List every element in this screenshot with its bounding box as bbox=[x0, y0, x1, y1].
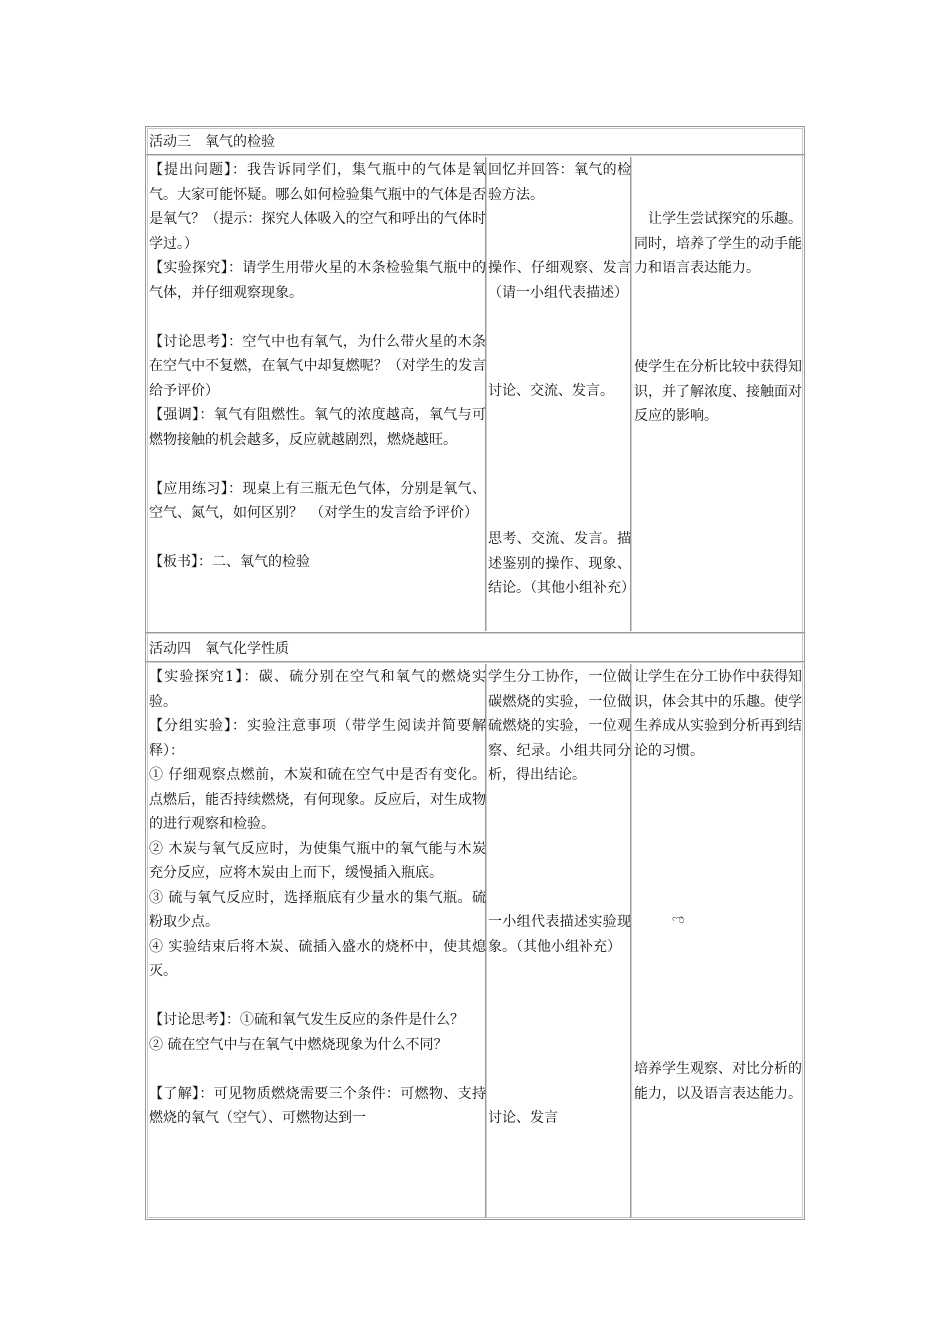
activity4-student-column bbox=[488, 665, 631, 1218]
activity4-discussion-2: ② 硫在空气中与在氧气中燃烧现象为什么不同？ bbox=[149, 1036, 448, 1053]
stray-mark: ಌ bbox=[672, 912, 685, 927]
activity3-question: 【提出问题】：我告诉同学们，集气瓶中的气体是氧气。大家可能怀疑。哪么如何检验集气瓶中的气体是否是氧气？（提示：探究人体吸入的空气和呼出的气体时学过。） bbox=[149, 162, 486, 252]
activity4-note-4: ④ 实验结束后将木炭、硫插入盛水的烧杯中，使其熄灭。 bbox=[149, 938, 486, 979]
activity3-intent-column bbox=[634, 158, 802, 632]
activity3-student-recall: 回忆并回答：氧气的检验方法。 bbox=[488, 162, 631, 203]
activity4-note-2: ② 木炭与氧气反应时，为使集气瓶中的氧气能与木炭充分反应，应将木炭由上而下，缓慢插入瓶底。 bbox=[149, 840, 486, 881]
row-divider-activity4 bbox=[146, 632, 804, 634]
activity3-practice: 【应用练习】：现桌上有三瓶无色气体，分别是氧气、空气、氮气，如何区别？ （对学生的发言给予评价） bbox=[149, 480, 486, 521]
activity3-student-discuss: 讨论、交流、发言。 bbox=[488, 383, 614, 399]
activity3-student-operate: 操作、仔细观察、发言（请一小组代表描述） bbox=[488, 260, 631, 301]
activity4-student-cooperate: 学生分工协作，一位做碳燃烧的实验，一位做硫燃烧的实验，一位观察、纪录。小组共同分析，得出结论。 bbox=[488, 669, 631, 783]
activity4-teacher-column bbox=[149, 665, 486, 1131]
activity4-note-3: ③ 硫与氧气反应时，选择瓶底有少量水的集气瓶。硫粉取少点。 bbox=[149, 889, 486, 930]
row-divider-activity4-body bbox=[146, 661, 804, 663]
activity3-student-column bbox=[488, 158, 635, 632]
activity3-discussion: 【讨论思考】：空气中也有氧气，为什么带火星的木条在空气中不复燃，在氧气中却复燃呢？（对学生的发言给予评价） bbox=[149, 333, 486, 399]
activity3-board: 【板书】：二、氧气的检验 bbox=[149, 554, 310, 570]
activity4-intent-2: 培养学生观察、对比分析的能力，以及语言表达能力。 bbox=[634, 1061, 802, 1102]
activity4-discussion: 【讨论思考】：①硫和氧气发生反应的条件是什么？ bbox=[149, 1012, 464, 1028]
activity3-intent-1: 让学生尝试探究的乐趣。同时，培养了学生的动手能力和语言表达能力。 bbox=[634, 211, 802, 276]
activity4-student-describe: 一小组代表描述实验现象。（其他小组补充） bbox=[488, 914, 631, 955]
activity4-student-discuss: 讨论、发言 bbox=[488, 1110, 558, 1126]
activity4-understand: 【了解】：可见物质燃烧需要三个条件：可燃物、支持燃烧的氧气（空气）、可燃物达到一 bbox=[149, 1085, 486, 1126]
row-divider-top bbox=[146, 154, 804, 156]
activity3-experiment: 【实验探究】：请学生用带火星的木条检验集气瓶中的气体，并仔细观察现象。 bbox=[149, 260, 486, 301]
activity4-group-experiment: 【分组实验】：实验注意事项（带学生阅读并简要解释）： bbox=[149, 718, 486, 759]
activity3-intent-2: 使学生在分析比较中获得知识，并了解浓度、接触面对反应的影响。 bbox=[634, 359, 802, 424]
activity3-teacher-column bbox=[149, 158, 486, 575]
activity3-emphasis: 【强调】：氧气有阻燃性。氧气的浓度越高，氧气与可燃物接触的机会越多，反应就越剧烈，燃烧越旺。 bbox=[149, 407, 486, 448]
activity3-student-think: 思考、交流、发言。描述鉴别的操作、现象、结论。（其他小组补充） bbox=[488, 531, 635, 596]
activity4-intent-1: 让学生在分工协作中获得知识，体会其中的乐趣。使学生养成从实验到分析再到结论的习惯。 bbox=[634, 669, 802, 759]
activity4-note-1: ① 仔细观察点燃前，木炭和硫在空气中是否有变化。点燃后，能否持续燃烧，有何现象。反应后，对生成物的进行观察和检验。 bbox=[149, 767, 486, 832]
activity4-title: 活动四 氧气化学性质 bbox=[149, 641, 289, 657]
activity4-intent-column bbox=[634, 665, 802, 1218]
activity3-title: 活动三 氧气的检验 bbox=[149, 134, 275, 150]
activity4-experiment: 【实验探究1】：碳、硫分别在空气和氧气的燃烧实验。 bbox=[149, 669, 486, 710]
